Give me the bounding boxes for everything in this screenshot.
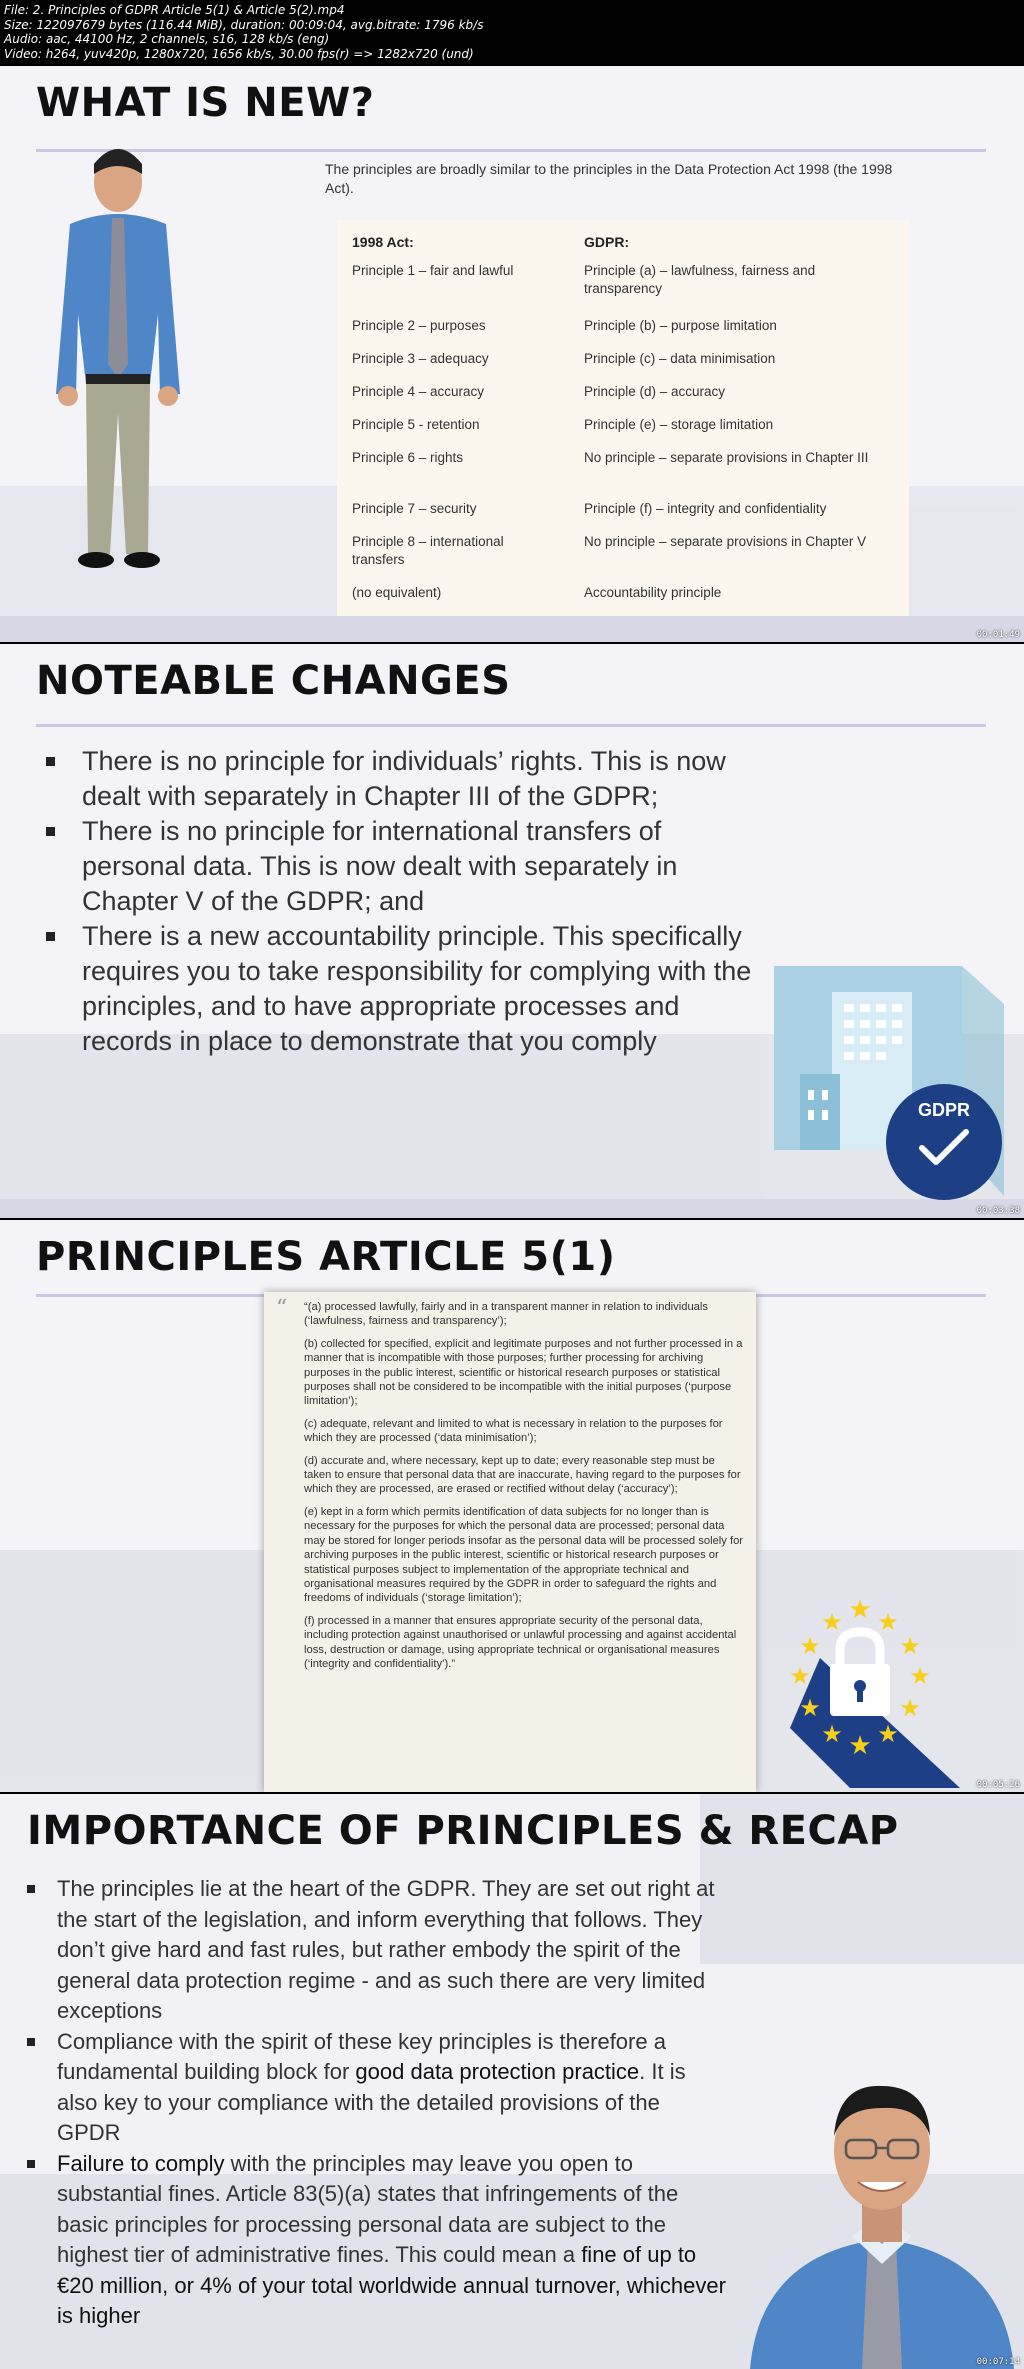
slide-title: NOTEABLE CHANGES <box>36 658 511 704</box>
article-5-1-text-panel <box>264 1292 756 1792</box>
slide-title: IMPORTANCE OF PRINCIPLES & RECAP <box>27 1808 899 1854</box>
gdpr-cell: No principle – separate provisions in Chapter III <box>584 450 869 465</box>
act-cell: Principle 5 - retention <box>352 417 480 432</box>
column-header-gdpr: GDPR: <box>584 234 630 250</box>
bullet-text: The principles lie at the heart of the GDPR. They are set out right at the start of the legislation, and inform everything that follows. They don’t give hard and fast rules, but rather embody the spirit of the general data protection regime - and as such there are very limited exceptions <box>57 1876 715 2023</box>
bullet-text: with the principles may leave you open to substantial fines. Article 83(5)(a) states that infringements of the basic principles for processing personal data are subject to the highest tier of administrative fines. This could mean a <box>57 2150 679 2267</box>
gdpr-cell: Principle (f) – integrity and confidentiality <box>584 501 827 516</box>
gdpr-cell: Principle (d) – accuracy <box>584 384 726 399</box>
act-cell: Principle 1 – fair and lawful <box>352 263 514 278</box>
svg-text:★: ★ <box>848 1594 872 1624</box>
list-item <box>27 2149 727 2332</box>
paragraph: (c) adequate, relevant and limited to what is necessary in relation to the purposes for which they are processed (‘data minimisation’); <box>304 1417 723 1445</box>
bullet-list <box>27 1874 727 2332</box>
video-frame-3[interactable] <box>0 1220 1024 1792</box>
gdpr-cell: No principle – separate provisions in Chapter V <box>584 534 867 549</box>
quote-icon: “ <box>276 1296 288 1321</box>
gdpr-cell: Principle (b) – purpose limitation <box>584 318 777 333</box>
act-cell: (no equivalent) <box>352 585 442 600</box>
paragraph: (f) processed in a manner that ensures appropriate security of the personal data, including protection against unauthorised or unlawful processing and against accidental loss, destruction or damage, using appropriate technical or organisational measures (‘integrity and confidentiality’).” <box>304 1614 737 1670</box>
eu-lock-icon <box>760 1588 960 1788</box>
svg-text:★: ★ <box>899 1695 921 1722</box>
slide-title: WHAT IS NEW? <box>36 80 375 126</box>
presenter-standing-illustration <box>30 134 210 634</box>
gdpr-cell: Principle (a) – lawfulness, fairness and transparency <box>584 263 816 296</box>
bullet-text: . It is also key to your compliance with the detailed provisions of the GPDR <box>57 2059 686 2145</box>
emphasis-text: Failure to comply <box>57 2150 225 2176</box>
video-frame-4[interactable] <box>0 1794 1024 2369</box>
gdpr-cell: Principle (e) – storage limitation <box>584 417 774 432</box>
act-cell: Principle 7 – security <box>352 501 477 516</box>
presenter-portrait-illustration <box>740 2064 1024 2369</box>
emphasis-text: fine of up to €20 million, or 4% of your total worldwide annual turnover, whichever is higher <box>57 2242 726 2328</box>
timestamp: 00:03:38 <box>976 1206 1020 1216</box>
file-info-line: File: 2. Principles of GDPR Article 5(1) & Article 5(2).mp4 <box>4 3 345 17</box>
video-frame-1[interactable] <box>0 66 1024 642</box>
file-info-header <box>0 0 1024 66</box>
list-item <box>27 1874 727 2027</box>
svg-text:★: ★ <box>799 1633 821 1660</box>
emphasis-text: good data protection practice <box>355 2059 640 2084</box>
file-info-line: Size: 122097679 bytes (116.44 MiB), duration: 00:09:04, avg.bitrate: 1796 kb/s <box>4 17 484 32</box>
title-rule <box>36 724 986 727</box>
video-frame-2[interactable] <box>0 644 1024 1218</box>
intro-text: The principles are broadly similar to the principles in the Data Protection Act 1998 (the 1998 Act). <box>325 161 893 196</box>
file-info-line: Video: h264, yuv420p, 1280x720, 1656 kb/s, 30.00 fps(r) => 1282x720 (und) <box>4 46 474 61</box>
file-info-line: Audio: aac, 44100 Hz, 2 channels, s16, 128 kb/s (eng) <box>4 32 330 46</box>
bullet-list <box>46 744 766 1059</box>
act-cell: Principle 2 – purposes <box>352 318 486 333</box>
bullet-text: Compliance with the spirit of these key principles is therefore a fundamental building block for <box>57 2028 666 2084</box>
paragraph: (b) collected for specified, explicit and legitimate purposes and not further processed in a manner that is incompatible with those purposes; further processing for archiving purposes in the public interest, scientific or historical research purposes or statistical purposes shall not be considered to be incompatible with the initial purposes (‘purpose limitation’); <box>304 1337 743 1408</box>
act-cell: Principle 3 – adequacy <box>352 351 489 366</box>
svg-text:★: ★ <box>877 1609 899 1636</box>
check-icon <box>918 1128 970 1168</box>
list-item: There is no principle for individuals’ rights. This is now dealt with separately in Chapter III of the GDPR; <box>46 744 766 814</box>
list-item: There is a new accountability principle. This specifically requires you to take responsibility for complying with the principles, and to have appropriate processes and records in place to demonstrate that you comply <box>46 919 766 1059</box>
svg-text:★: ★ <box>821 1721 843 1748</box>
svg-text:★: ★ <box>789 1663 811 1690</box>
list-item: There is no principle for international transfers of personal data. This is now dealt with separately in Chapter V of the GDPR; and <box>46 814 766 919</box>
gdpr-building-icon <box>772 964 1012 1204</box>
act-cell: Principle 8 – international transfers <box>352 534 504 567</box>
timestamp: 00:05:26 <box>976 1780 1020 1790</box>
gdpr-badge-label: GDPR <box>917 1100 970 1120</box>
svg-text:★: ★ <box>821 1609 843 1636</box>
timestamp: 00:07:14 <box>976 2357 1020 2367</box>
list-item <box>27 2027 727 2149</box>
svg-text:★: ★ <box>848 1730 872 1760</box>
principles-comparison-table <box>337 220 909 616</box>
gdpr-cell: Principle (c) – data minimisation <box>584 351 776 366</box>
svg-text:★: ★ <box>799 1695 821 1722</box>
svg-text:★: ★ <box>899 1633 921 1660</box>
column-header-1998-act: 1998 Act: <box>352 234 414 250</box>
act-cell: Principle 4 – accuracy <box>352 384 485 399</box>
slide-title: PRINCIPLES ARTICLE 5(1) <box>36 1234 616 1280</box>
paragraph: (e) kept in a form which permits identification of data subjects for no longer than is necessary for the purposes for which the personal data are processed; personal data may be stored for longer periods insofar as the personal data will be processed solely for archiving purposes in the public interest, scientific or historical research purposes or statistical purposes subject to implementation of the appropriate technical and organisational measures required by the GDPR in order to safeguard the rights and freedoms of individuals (‘storage limitation’); <box>304 1505 744 1605</box>
timestamp: 00:01:49 <box>976 630 1020 640</box>
svg-text:★: ★ <box>877 1721 899 1748</box>
gdpr-cell: Accountability principle <box>584 585 722 600</box>
paragraph: “(a) processed lawfully, fairly and in a transparent manner in relation to individuals (‘lawfulness, fairness and transparency’); <box>304 1301 708 1328</box>
act-cell: Principle 6 – rights <box>352 450 464 465</box>
paragraph: (d) accurate and, where necessary, kept up to date; every reasonable step must be taken to ensure that personal data that are inaccurate, having regard to the purposes for which they are processed, are erased or rectified without delay (‘accuracy’); <box>304 1454 741 1496</box>
svg-text:★: ★ <box>909 1663 931 1690</box>
